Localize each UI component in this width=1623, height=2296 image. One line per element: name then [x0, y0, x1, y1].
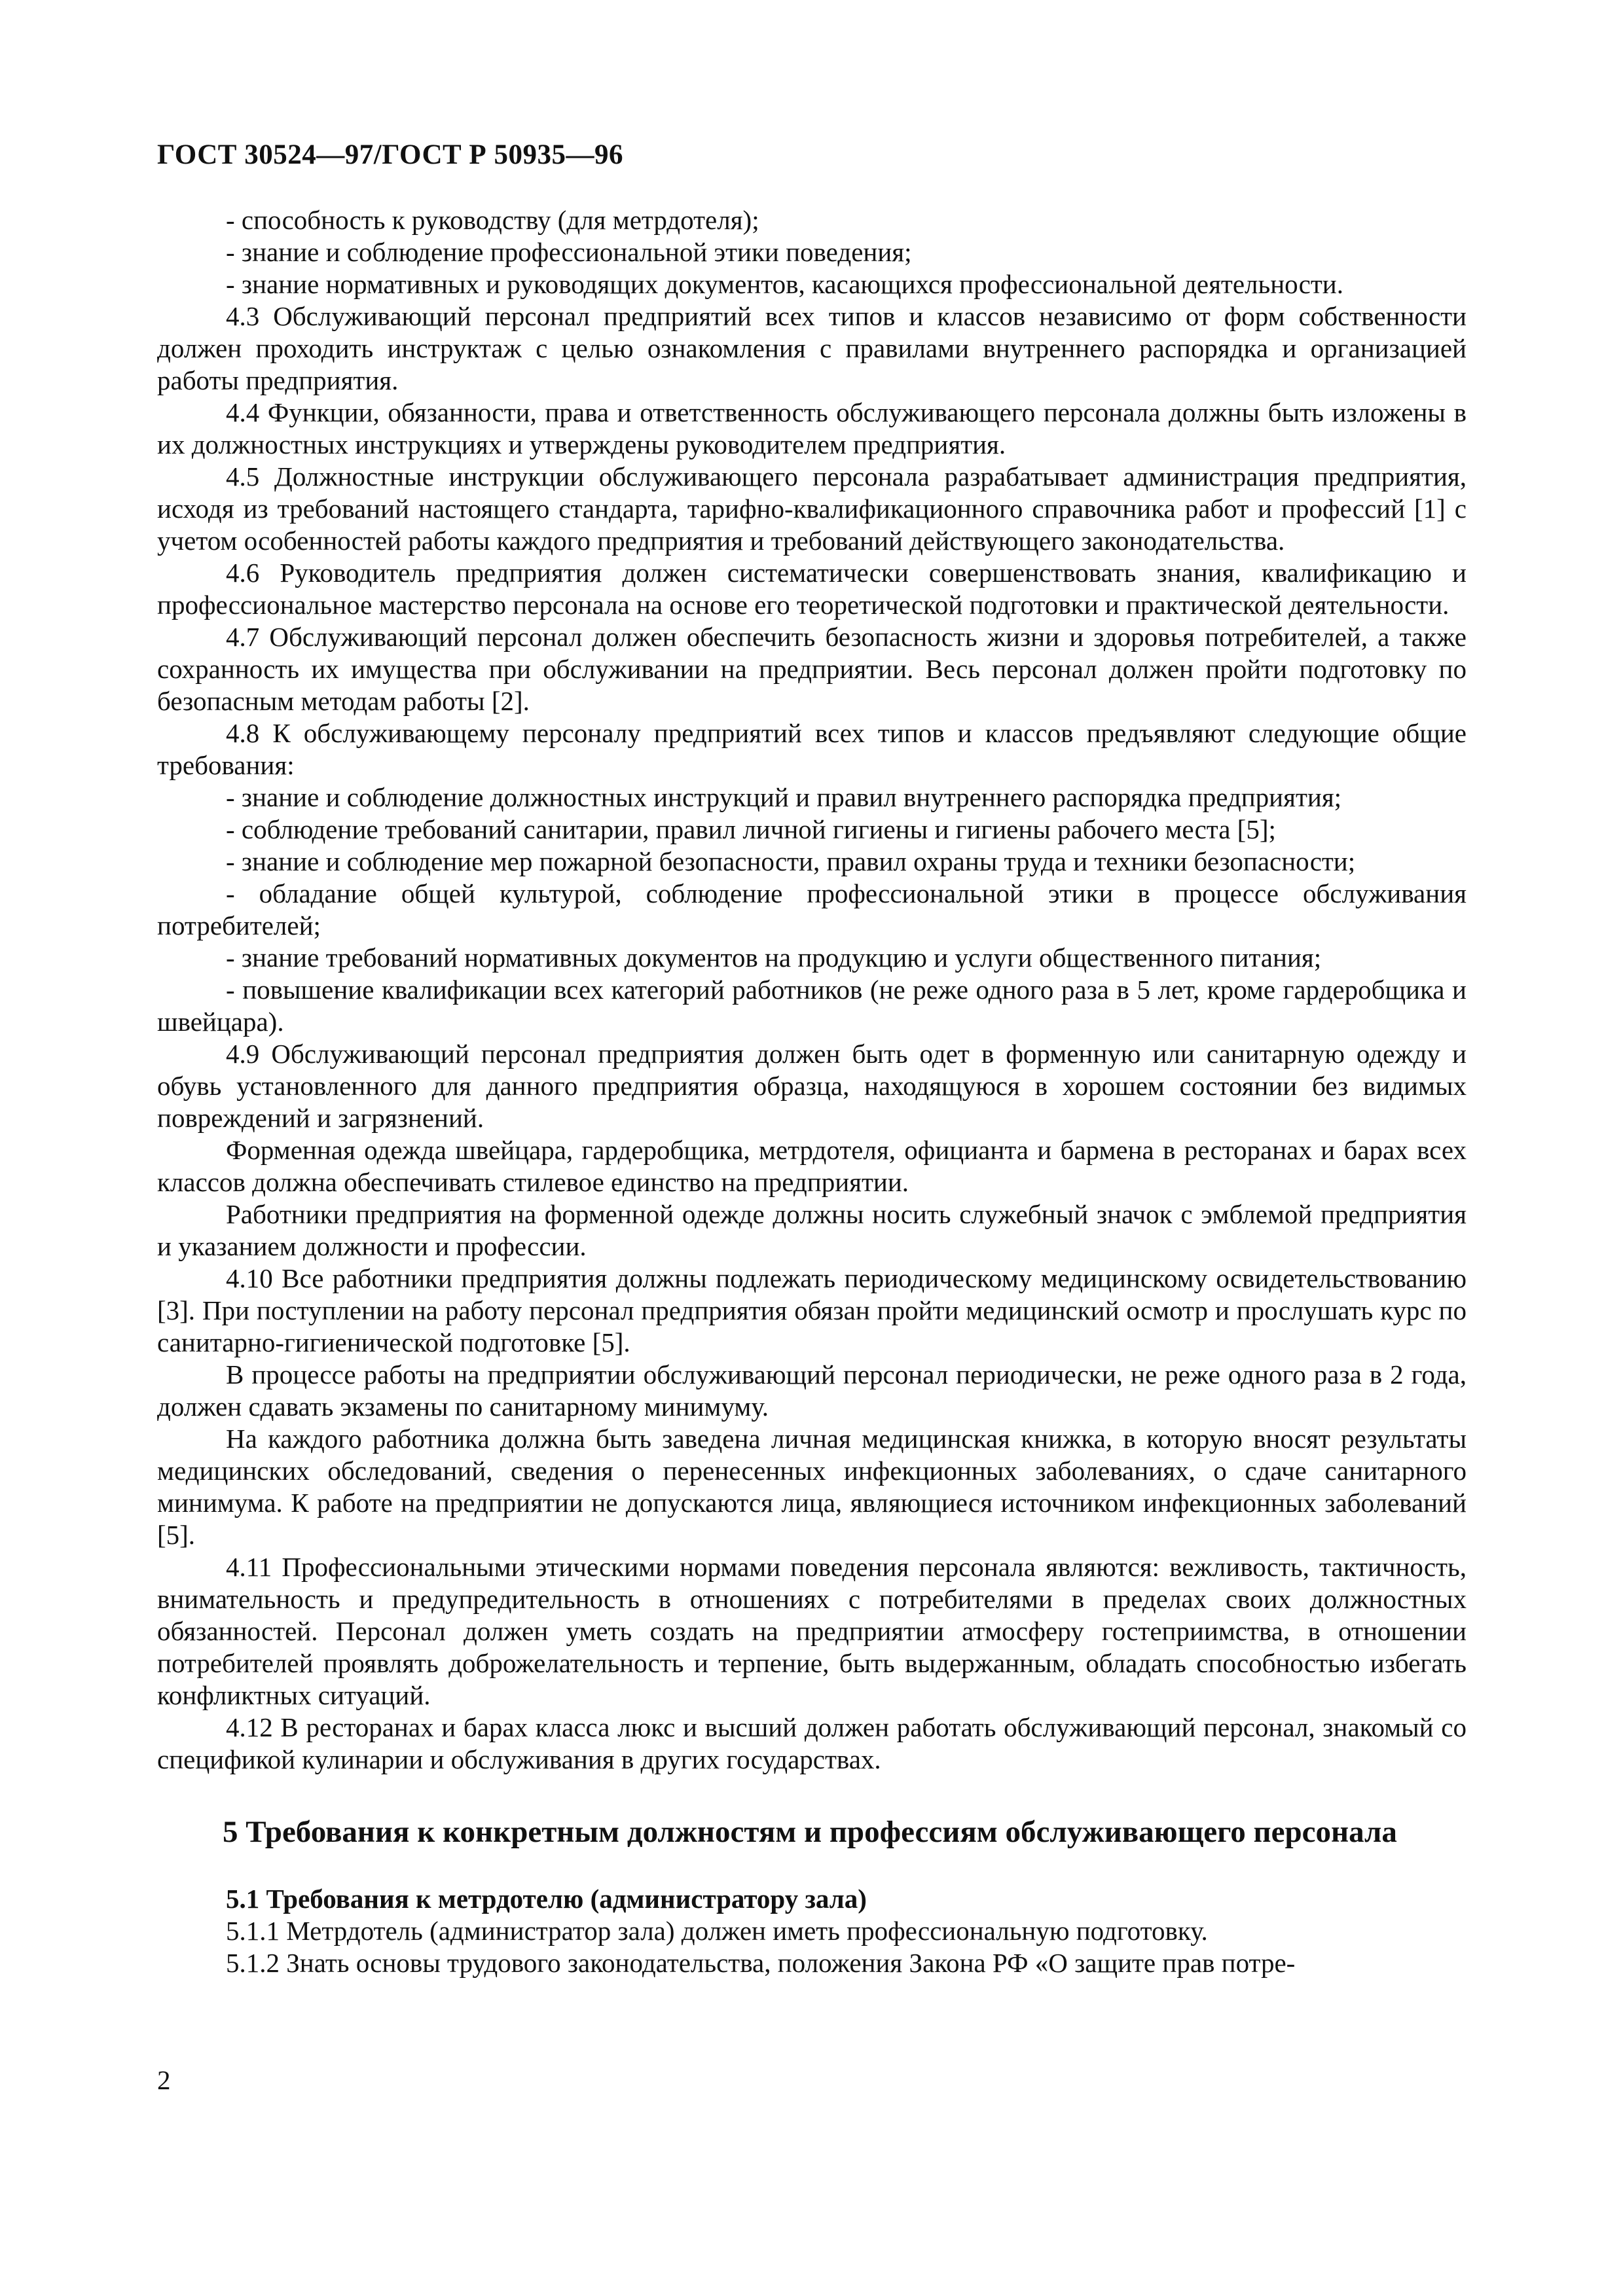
paragraph: 4.5 Должностные инструкции обслуживающего персонала разрабатывает администрация предприятия, исходя из требований настоящего стандарта, тарифно-квалификационного справочника работ и профессий [1] с учетом особенностей работы каждого предприятия и требований действующего законодательства.	[157, 461, 1467, 556]
paragraph: - знание требований нормативных документов на продукцию и услуги общественного питания;	[226, 942, 1322, 973]
paragraph: На каждого работника должна быть заведена личная медицинская книжка, в которую вносят результаты медицинских обследований, сведения о перенесенных инфекционных заболеваниях, о сдаче санитарного минимума. К работе на предприятии не допускаются лица, являющиеся источником инфекционных заболеваний [5].	[157, 1424, 1467, 1550]
paragraph: 4.11 Профессиональными этическими нормами поведения персонала являются: вежливость, тактичность, внимательность и предупредительность в отношениях с потребителями в пределах своих должностных обязанностей. Персонал должен уметь создать на предприятии атмосферу гостеприимства, в отношении потребителей проявлять доброжелательность и терпение, быть выдержанным, обладать способностью избегать конфликтных ситуаций.	[157, 1552, 1467, 1710]
paragraph: 4.6 Руководитель предприятия должен систематически совершенствовать знания, квалификацию и профессиональное мастерство персонала на основе его теоретической подготовки и практической деятельности.	[157, 558, 1467, 620]
paragraph: В процессе работы на предприятии обслуживающий персонал периодически, не реже одного раза в 2 года, должен сдавать экзамены по санитарному минимуму.	[157, 1359, 1467, 1422]
paragraph: - соблюдение требований санитарии, правил личной гигиены и гигиены рабочего места [5];	[226, 814, 1276, 844]
paragraph: 4.12 В ресторанах и барах класса люкс и высший должен работать обслуживающий персонал, знакомый со спецификой кулинарии и обслуживания в других государствах.	[157, 1712, 1467, 1774]
paragraph: 4.8 К обслуживающему персоналу предприятий всех типов и классов предъявляют следующие общие требования:	[157, 718, 1467, 780]
paragraph: 4.4 Функции, обязанности, права и ответственность обслуживающего персонала должны быть изложены в их должностных инструкциях и утверждены руководителем предприятия.	[157, 397, 1467, 459]
paragraph: Работники предприятия на форменной одежде должны носить служебный значок с эмблемой предприятия и указанием должности и профессии.	[157, 1199, 1467, 1261]
document-header: ГОСТ 30524—97/ГОСТ Р 50935—96	[157, 139, 623, 170]
paragraph: - знание и соблюдение должностных инструкций и правил внутреннего распорядка предприятия;	[226, 782, 1342, 812]
paragraph: - знание и соблюдение профессиональной этики поведения;	[226, 237, 912, 267]
section-title: 5 Требования к конкретным должностям и профессиям обслуживающего персонала	[223, 1815, 1397, 1849]
paragraph: 4.9 Обслуживающий персонал предприятия должен быть одет в форменную или санитарную одежду и обувь установленного для данного предприятия образца, находящуюся в хорошем состоянии без видимых повреждений и загрязнений.	[157, 1039, 1467, 1133]
paragraph: 5.1.1 Метрдотель (администратор зала) должен иметь профессиональную подготовку.	[226, 1916, 1208, 1946]
paragraph: 5.1.2 Знать основы трудового законодательства, положения Закона РФ «О защите прав потре-	[226, 1948, 1296, 1978]
paragraph: - способность к руководству (для метрдотеля);	[226, 205, 759, 235]
paragraph: - обладание общей культурой, соблюдение профессиональной этики в процессе обслуживания потребителей;	[157, 878, 1467, 941]
paragraph: 4.10 Все работники предприятия должны подлежать периодическому медицинскому освидетельствованию [3]. При поступлении на работу персонал предприятия обязан пройти медицинский осмотр и прослушать курс по санитарно-гигиенической подготовке [5].	[157, 1263, 1467, 1357]
paragraph: 4.3 Обслуживающий персонал предприятий всех типов и классов независимо от форм собственности должен проходить инструктаж с целью ознакомления с правилами внутреннего распорядка и организацией работы предприятия.	[157, 301, 1467, 395]
document-body	[157, 204, 1467, 1979]
paragraph: - знание и соблюдение мер пожарной безопасности, правил охраны труда и техники безопасности;	[226, 846, 1356, 876]
paragraph: Форменная одежда швейцара, гардеробщика, метрдотеля, официанта и бармена в ресторанах и барах всех классов должна обеспечивать стилевое единство на предприятии.	[157, 1135, 1467, 1197]
paragraph: - знание нормативных и руководящих документов, касающихся профессиональной деятельности.	[226, 269, 1343, 299]
paragraphs-after	[157, 1915, 1467, 1979]
page-number: 2	[157, 2065, 171, 2095]
paragraph: - повышение квалификации всех категорий работников (не реже одного раза в 5 лет, кроме гардеробщика и швейцара).	[157, 975, 1467, 1037]
subsection-title: 5.1 Требования к метрдотелю (администратору зала)	[226, 1884, 867, 1914]
paragraphs-before	[157, 204, 1467, 1776]
paragraph: 4.7 Обслуживающий персонал должен обеспечить безопасность жизни и здоровья потребителей, а также сохранность их имущества при обслуживании на предприятии. Весь персонал должен пройти подготовку по безопасным методам работы [2].	[157, 622, 1467, 716]
